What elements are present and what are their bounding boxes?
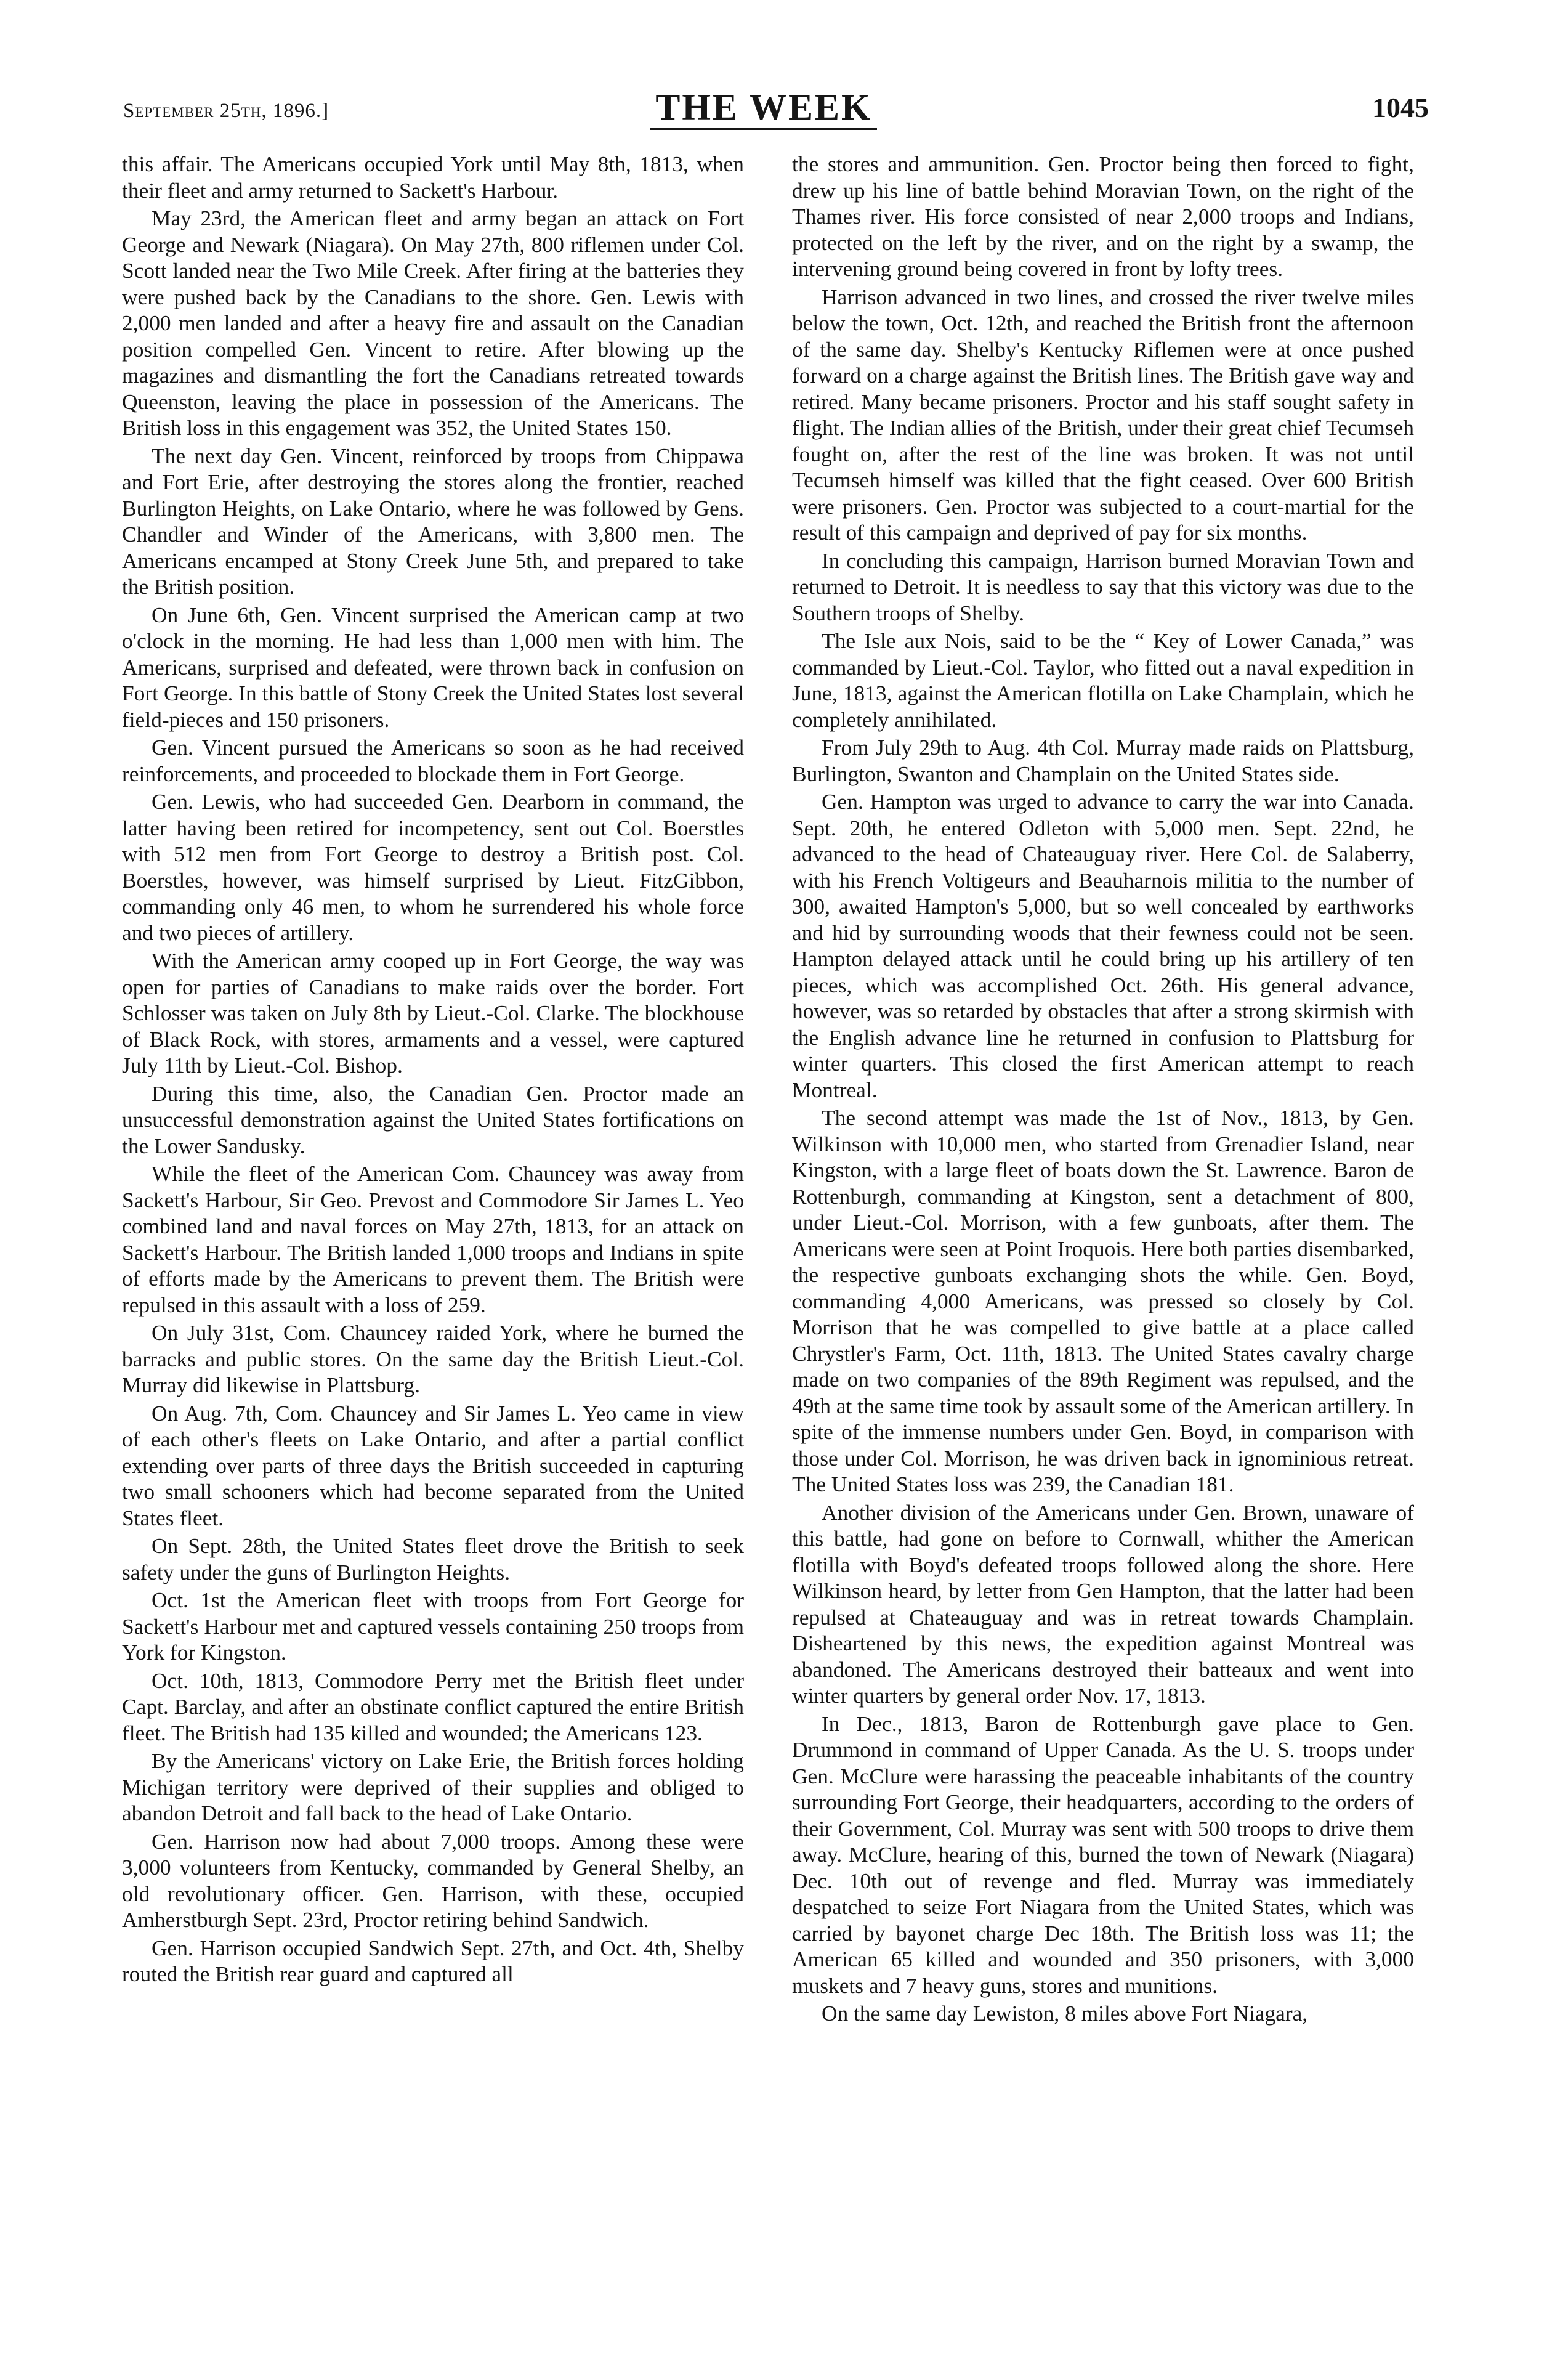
paragraph: Gen. Vincent pursued the Americans so soon as he had received reinforcements, and proceeded to blockade them in Fort George. — [122, 735, 744, 786]
paragraph: Gen. Harrison now had about 7,000 troops. Among these were 3,000 volunteers from Kentucky, commanded by General Shelby, an old revolutionary officer. Gen. Harrison, with these, occupied Amherstburgh Sept. 23rd, Proctor retiring behind Sandwich. — [122, 1828, 744, 1932]
paragraph: the stores and ammunition. Gen. Proctor being then forced to fight, drew up his line of battle behind Moravian Town, on the right of the Thames river. His force consisted of near 2,000 troops and Indians, protected on the left by the river, and on the right by a swamp, the intervening ground being covered in front by lofty trees. — [792, 152, 1414, 281]
issue-date: September 25th, 1896.] — [123, 100, 329, 122]
paragraph: On Sept. 28th, the United States fleet drove the British to seek safety under the guns of Burlington Heights. — [122, 1533, 744, 1584]
paragraph: Gen. Lewis, who had succeeded Gen. Dearborn in command, the latter having been retired for incompetency, sent out Col. Boerstles with 512 men from Fort George to destroy a British post. Col. Boerstles, however, was himself surprised by Lieut. FitzGibbon, commanding only 46 men, to whom he surrendered his whole force and two pieces of artillery. — [122, 789, 744, 945]
paragraph: On June 6th, Gen. Vincent surprised the American camp at two o'clock in the morning. He had less than 1,000 men with him. The Americans, surprised and defeated, were thrown back in confusion on Fort George. In this battle of Stony Creek the United States lost several field-pieces and 150 prisoners. — [122, 602, 744, 732]
paragraph: By the Americans' victory on Lake Erie, the British forces holding Michigan territory were deprived of their supplies and obliged to abandon Detroit and fall back to the head of Lake Ontario. — [122, 1748, 744, 1825]
paragraph: Gen. Harrison occupied Sandwich Sept. 27th, and Oct. 4th, Shelby routed the British rear guard and captured all — [122, 1935, 744, 1986]
paragraph: During this time, also, the Canadian Gen. Proctor made an unsuccessful demonstration against the United States fortifications on the Lower Sandusky. — [122, 1081, 744, 1158]
paragraph: Oct. 1st the American fleet with troops from Fort George for Sackett's Harbour met and captured vessels containing 250 troops from York for Kingston. — [122, 1588, 744, 1665]
paragraph: On July 31st, Com. Chauncey raided York, where he burned the barracks and public stores. On the same day the British Lieut.-Col. Murray did likewise in Plattsburg. — [122, 1320, 744, 1397]
paragraph: In concluding this campaign, Harrison burned Moravian Town and returned to Detroit. It is needless to say that this victory was due to the Southern troops of Shelby. — [792, 548, 1414, 625]
paragraph: From July 29th to Aug. 4th Col. Murray made raids on Plattsburg, Burlington, Swanton and Champlain on the United States side. — [792, 735, 1414, 786]
page-header — [99, 86, 1429, 148]
paragraph: The second attempt was made the 1st of Nov., 1813, by Gen. Wilkinson with 10,000 men, who started from Grenadier Island, near Kingston, with a large fleet of boats down the St. Lawrence. Baron de Rottenburgh, commanding at Kingston, sent a detachment of 800, under Lieut.-Col. Morrison, with a few gunboats, after them. The Americans were seen at Point Iroquois. Here both parties disembarked, the respective gunboats exchanging shots the while. Gen. Boyd, commanding 4,000 Americans, was pressed so closely by Col. Morrison that he was compelled to give battle at a place called Chrystler's Farm, Oct. 11th, 1813. The United States cavalry charge made on two companies of the 89th Regiment was repulsed, and the 49th at the same time took by assault some of the American artillery. In spite of the immense numbers under Gen. Boyd, in comparison with those under Col. Morrison, he was driven back in ignominious retreat. The United States loss was 239, the Canadian 181. — [792, 1105, 1414, 1496]
right-column — [792, 151, 1414, 2307]
paragraph: Harrison advanced in two lines, and crossed the river twelve miles below the town, Oct. 12th, and reached the British front the afternoon of the same day. Shelby's Kentucky Riflemen were at once pushed forward on a charge against the British lines. The British gave way and retired. Many became prisoners. Proctor and his staff sought safety in flight. The Indian allies of the British, under their great chief Tecumseh fought on, after the rest of the line was broken. It was not until Tecumseh himself was killed that the fight ceased. Over 600 British were prisoners. Gen. Proctor was subjected to a court-martial for the result of this campaign and deprived of pay for six months. — [792, 284, 1414, 545]
paragraph: In Dec., 1813, Baron de Rottenburgh gave place to Gen. Drummond in command of Upper Canada. As the U. S. troops under Gen. McClure were harassing the peaceable inhabitants of the country surrounding Fort George, their headquarters, according to the orders of their Government, Col. Murray was sent with 500 troops to drive them away. McClure, hearing of this, burned the town of Newark (Niagara) Dec. 10th out of revenge and fled. Murray was immediately despatched to seize Fort Niagara from the United States, which was carried by bayonet charge Dec 18th. The British loss was 11; the American 65 killed and wounded and 350 prisoners, with 3,000 muskets and 7 heavy guns, stores and munitions. — [792, 1711, 1414, 1998]
masthead-title-text: THE WEEK — [650, 88, 876, 130]
paragraph: Oct. 10th, 1813, Commodore Perry met the British fleet under Capt. Barclay, and after an obstinate conflict captured the entire British fleet. The British had 135 killed and wounded; the Americans 123. — [122, 1668, 744, 1745]
paragraph: With the American army cooped up in Fort George, the way was open for parties of Canadians to make raids over the border. Fort Schlosser was taken on July 8th by Lieut.-Col. Clarke. The blockhouse of Black Rock, with stores, armaments and a vessel, were captured July 11th by Lieut.-Col. Bishop. — [122, 948, 744, 1077]
paragraph: The Isle aux Nois, said to be the “ Key of Lower Canada,” was commanded by Lieut.-Col. Taylor, who fitted out a naval expedition in June, 1813, against the American flotilla on Lake Champlain, which he completely annihilated. — [792, 628, 1414, 732]
left-column — [122, 151, 744, 2307]
paragraph: On the same day Lewiston, 8 miles above Fort Niagara, — [822, 2001, 1308, 2026]
page-number: 1045 — [1372, 92, 1429, 123]
paragraph: While the fleet of the American Com. Chauncey was away from Sackett's Harbour, Sir Geo. Prevost and Commodore Sir James L. Yeo combined land and naval forces on May 27th, 1813, for an attack on Sackett's Harbour. The British landed 1,000 troops and Indians in spite of efforts made by the Americans to prevent them. The British were repulsed in this assault with a loss of 259. — [122, 1161, 744, 1317]
paragraph: this affair. The Americans occupied York until May 8th, 1813, when their fleet and army returned to Sackett's Harbour. — [122, 152, 744, 203]
paragraph: Gen. Hampton was urged to advance to carry the war into Canada. Sept. 20th, he entered Odleton with 5,000 men. Sept. 22nd, he advanced to the head of Chateauguay river. Here Col. de Salaberry, with his French Voltigeurs and Beauharnois militia to the number of 300, awaited Hampton's 5,000, but so well concealed by earthworks and hid by surrounding woods that their fewness could not be seen. Hampton delayed attack until he could bring up his artillery of ten pieces, which was accomplished Oct. 26th. His general advance, however, was so retarded by obstacles that after a strong skirmish with the English advance line he returned in confusion to Plattsburg for winter quarters. This closed the first American attempt to reach Montreal. — [792, 789, 1414, 1102]
masthead-title — [99, 86, 1429, 130]
paragraph: Another division of the Americans under Gen. Brown, unaware of this battle, had gone on before to Cornwall, whither the American flotilla with Boyd's defeated troops followed along the shore. Here Wilkinson heard, by letter from Gen Hampton, that the latter had been repulsed at Chateauguay and was in retreat towards Champlain. Disheartened by this news, the expedition against Montreal was abandoned. The Americans destroyed their batteaux and went into winter quarters by general order Nov. 17, 1813. — [792, 1499, 1414, 1708]
paragraph: On Aug. 7th, Com. Chauncey and Sir James L. Yeo came in view of each other's fleets on Lake Ontario, and after a partial conflict extending over parts of three days the British succeeded in capturing two small schooners which had become separated from the United States fleet. — [122, 1400, 744, 1530]
paragraph: The next day Gen. Vincent, reinforced by troops from Chippawa and Fort Erie, after destroying the stores along the frontier, reached Burlington Heights, on Lake Ontario, where he was followed by Gens. Chandler and Winder of the Americans, with 3,800 men. The Americans encamped at Stony Creek June 5th, and prepared to take the British position. — [122, 443, 744, 599]
paragraph: May 23rd, the American fleet and army began an attack on Fort George and Newark (Niagara). On May 27th, 800 riflemen under Col. Scott landed near the Two Mile Creek. After firing at the batteries they were pushed back by the Canadians to the shore. Gen. Lewis with 2,000 men landed and after a heavy fire and assault on the Canadian position compelled Gen. Vincent to retire. After blowing up the magazines and dismantling the fort the Canadians retreated towards Queenston, leaving the place in possession of the Americans. The British loss in this engagement was 352, the United States 150. — [122, 206, 744, 440]
